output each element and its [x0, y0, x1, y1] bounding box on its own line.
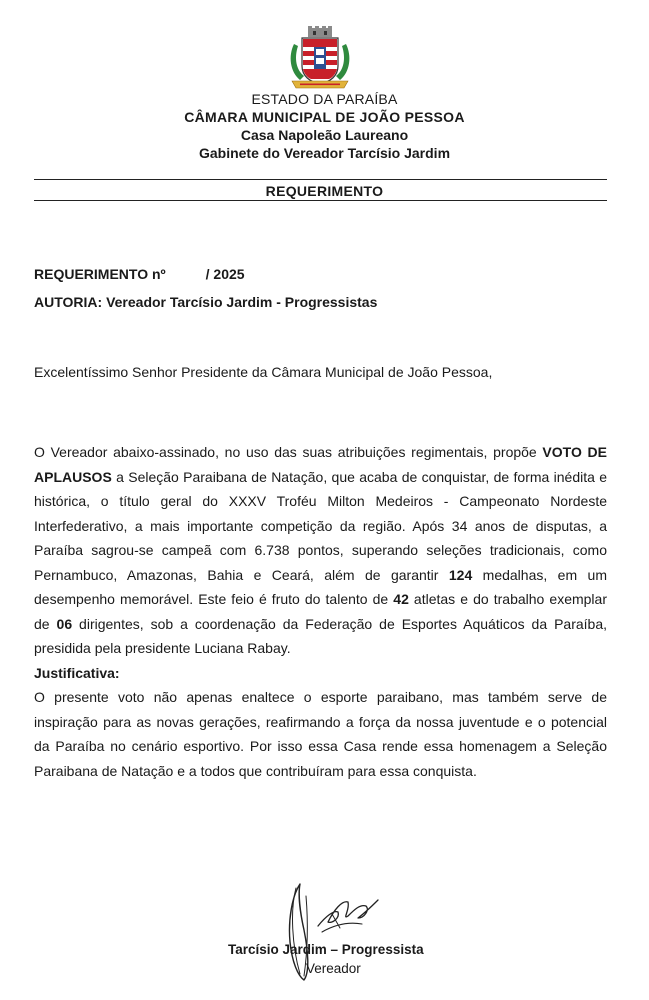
signatory-name: Tarcísio Jardim – Progressista — [228, 942, 424, 957]
justification-heading: Justificativa: — [34, 664, 120, 681]
signatory-role: Vereador — [306, 961, 361, 976]
salutation: Excelentíssimo Senhor Presidente da Câmara Municipal de João Pessoa, — [34, 364, 493, 380]
paragraph-text: a Seleção Paraibana de Natação, que acaba de conquistar, de forma inédita e histórica, o título geral do XXXV Troféu Milton Medeiros - Campeonato Nordeste Interfederativo, a mais importante competição da região. Após 34 anos de disputas, a Paraíba sagrou-se campeã com 6.738 pontos, superando seleções tradicionais, como Pernambuco, Amazonas, Bahia e Ceará, além de garantir — [34, 468, 607, 583]
directors-count: 06 — [56, 615, 73, 632]
municipal-crest-icon — [286, 26, 354, 92]
request-year: / 2025 — [205, 266, 245, 282]
request-number-line — [34, 266, 245, 282]
justification-paragraph: O presente voto não apenas enaltece o esporte paraibano, mas também serve de inspiração para as novas gerações, reafirmando a força da nossa juventude e o potencial da Paraíba no cenário esportivo. Por isso essa Casa rende essa homenagem a Seleção Paraibana de Natação e a todos que contribuíram para essa conquista. — [34, 689, 607, 779]
header-state: ESTADO DA PARAÍBA — [251, 91, 398, 107]
header-office: Gabinete do Vereador Tarcísio Jardim — [198, 145, 451, 161]
medals-count: 124 — [448, 566, 473, 583]
document-title: REQUERIMENTO — [265, 183, 384, 199]
title-rule-bottom — [34, 200, 607, 201]
main-paragraph — [34, 440, 607, 661]
request-label: REQUERIMENTO nº — [34, 266, 166, 282]
paragraph-text: atletas e do trabalho exemplar de — [34, 591, 607, 632]
athletes-count: 42 — [393, 591, 409, 607]
document-body — [34, 440, 607, 783]
paragraph-text: medalhas, em um desempenho memorável. Este feio é fruto do talento de — [34, 566, 607, 607]
paragraph-text: dirigentes, sob a coordenação da Federação de Esportes Aquáticos da Paraíba, presidida pela presidente Luciana Rabay. — [34, 615, 608, 656]
header-house: Casa Napoleão Laureano — [240, 127, 409, 143]
vote-of-applause-emphasis: VOTO DE APLAUSOS — [34, 444, 607, 485]
header-chamber: CÂMARA MUNICIPAL DE JOÃO PESSOA — [184, 109, 465, 125]
authorship-line: AUTORIA: Vereador Tarcísio Jardim - Progressistas — [34, 294, 378, 310]
paragraph-text: O Vereador abaixo-assinado, no uso das suas atribuições regimentais, propõe — [34, 444, 543, 460]
title-rule-top — [34, 179, 607, 180]
